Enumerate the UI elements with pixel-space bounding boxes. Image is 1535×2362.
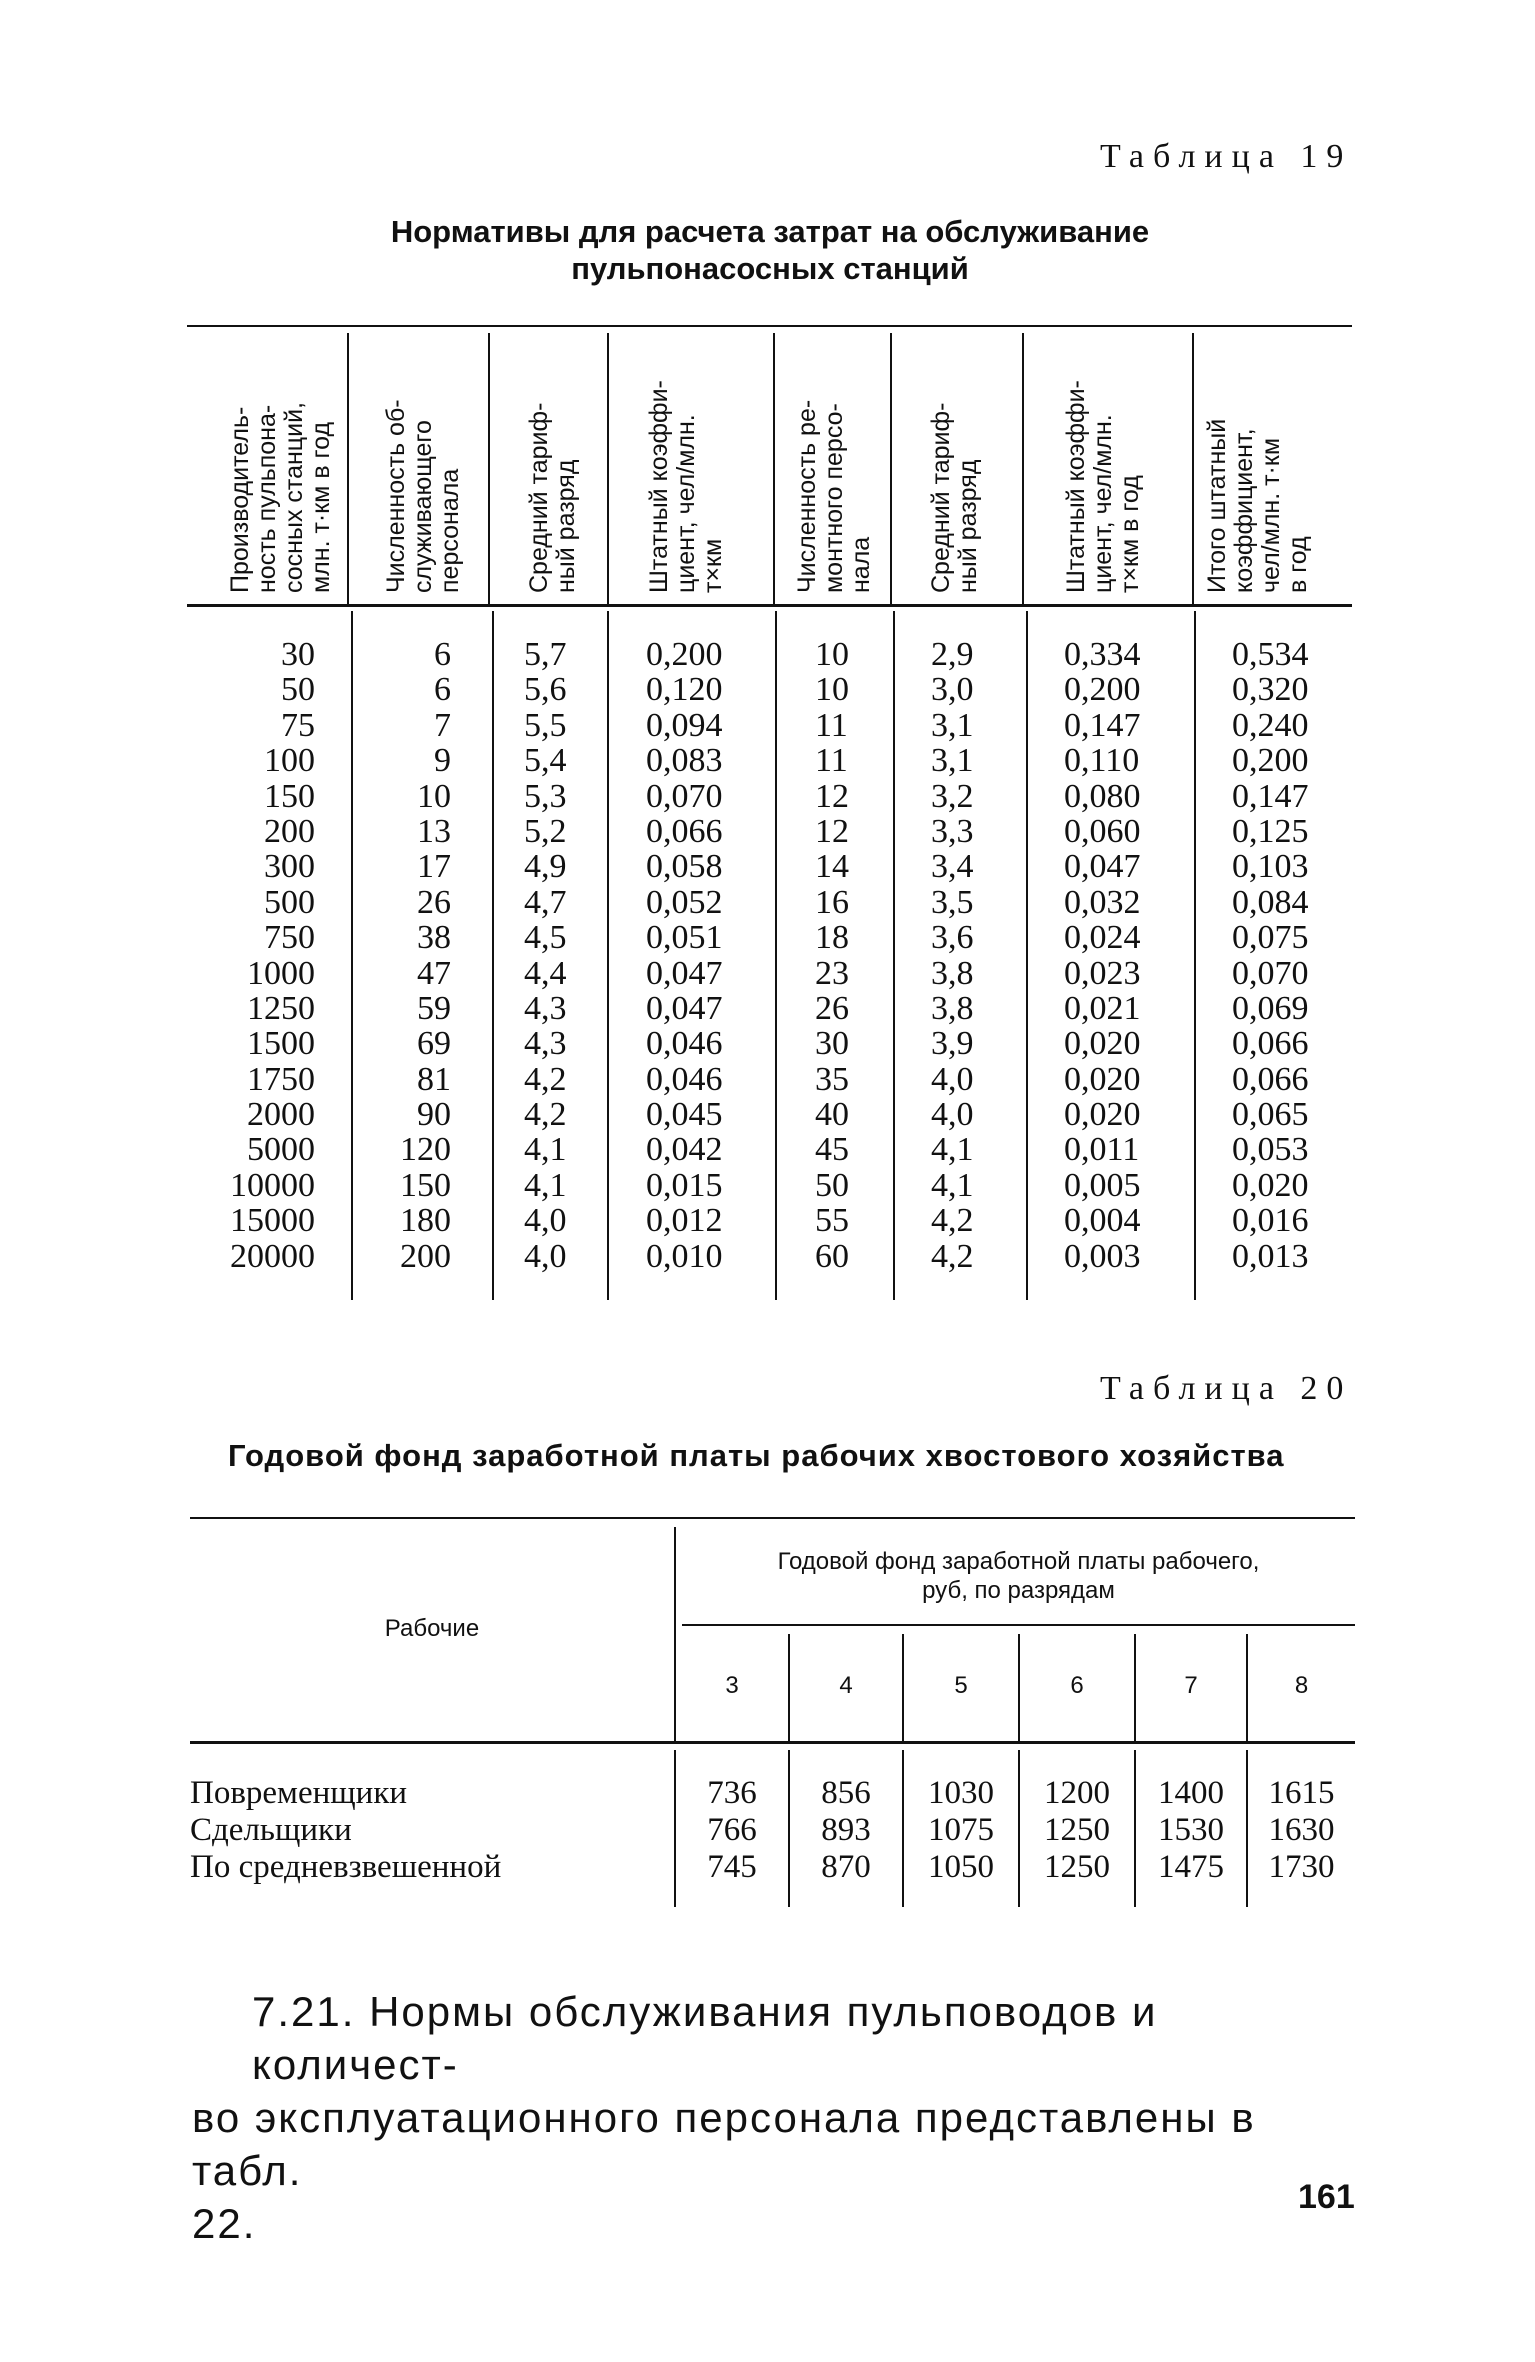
t19-cell: 60: [815, 1237, 849, 1275]
t20-col-3: 736 766 745: [707, 1775, 757, 1885]
t19-cell: 90: [417, 1096, 451, 1134]
t19-cell: 35: [815, 1060, 849, 1098]
t19-cell: 0,032: [1064, 883, 1141, 921]
t19-body-sep-4: [775, 611, 777, 1300]
t19-cell: 26: [815, 989, 849, 1027]
t19-cell: 0,047: [646, 989, 723, 1027]
t19-cell: 1250: [247, 989, 315, 1027]
t19-cell: 0,080: [1064, 777, 1141, 815]
t20-grade-7: 7: [1184, 1672, 1198, 1699]
t19-cell: 17: [417, 848, 451, 886]
t19-header-8: Итого штатный коэффициент, чел/млн. т·км в год: [1203, 418, 1312, 593]
page-number: 161: [1298, 2178, 1355, 2216]
t19-cell: 0,200: [1064, 671, 1141, 709]
t19-cell: 0,021: [1064, 989, 1141, 1027]
table19-header-rule: [187, 604, 1352, 607]
t19-cell: 750: [264, 919, 315, 957]
t20-grade-4: 4: [839, 1672, 853, 1699]
t19-cell: 4,5: [524, 919, 567, 957]
t19-cell: 0,120: [646, 671, 723, 709]
t19-cell: 0,065: [1232, 1096, 1309, 1134]
t19-cell: 0,125: [1232, 812, 1309, 850]
t19-cell: 30: [815, 1025, 849, 1063]
t19-cell: 38: [417, 919, 451, 957]
t19-cell: 0,020: [1064, 1060, 1141, 1098]
t19-body-sep-1: [351, 611, 353, 1300]
t19-cell: 6: [434, 671, 451, 709]
t19-cell: 0,011: [1064, 1131, 1140, 1169]
t19-cell: 0,320: [1232, 671, 1309, 709]
t19-col-4: [646, 637, 771, 1274]
t19-cell: 0,045: [646, 1096, 723, 1134]
t19-cell: 75: [281, 706, 315, 744]
t19-cell: 20000: [230, 1237, 315, 1275]
t19-cell: 10: [815, 671, 849, 709]
t19-cell: 0,147: [1064, 706, 1141, 744]
t19-cell: 3,1: [931, 742, 974, 780]
t19-cell: 4,0: [524, 1237, 567, 1275]
t19-cell: 4,1: [524, 1166, 567, 1204]
t19-cell: 0,020: [1232, 1166, 1309, 1204]
t19-cell: 5,2: [524, 812, 567, 850]
t19-header-6: Средний тариф- ный разряд: [927, 402, 982, 593]
t19-cell: 3,0: [931, 671, 974, 709]
t19-col-6: [931, 637, 1021, 1274]
paragraph-7-21: [192, 1985, 1362, 2250]
t19-cell: 50: [815, 1166, 849, 1204]
t19-cell: 11: [815, 706, 848, 744]
t19-cell: 59: [417, 989, 451, 1027]
table20: [190, 1517, 1355, 1917]
t19-cell: 0,075: [1232, 919, 1309, 957]
t19-cell: 55: [815, 1202, 849, 1240]
t19-cell: 3,4: [931, 848, 974, 886]
t19-cell: 0,051: [646, 919, 723, 957]
t19-col-5: [815, 637, 890, 1274]
t19-cell: 50: [281, 671, 315, 709]
t19-cell: 18: [815, 919, 849, 957]
t19-cell: 0,046: [646, 1060, 723, 1098]
t19-cell: 4,2: [931, 1237, 974, 1275]
t19-cell: 5,7: [524, 636, 567, 673]
t20-grade-5: 5: [954, 1672, 968, 1699]
t19-cell: 5000: [247, 1131, 315, 1169]
table19-label: Таблица 19: [1100, 138, 1353, 175]
t19-cell: 4,0: [931, 1060, 974, 1098]
t19-cell: 0,066: [1232, 1025, 1309, 1063]
t19-cell: 0,094: [646, 706, 723, 744]
t19-header-3: Средний тариф- ный разряд: [525, 402, 580, 593]
t19-cell: 150: [400, 1166, 451, 1204]
t19-col-1: [187, 637, 315, 1274]
t19-cell: 0,334: [1064, 636, 1141, 673]
t19-cell: 5,3: [524, 777, 567, 815]
t20-grade-8: 8: [1294, 1672, 1309, 1699]
t19-cell: 0,015: [646, 1166, 723, 1204]
t19-cell: 45: [815, 1131, 849, 1169]
t19-cell: 3,9: [931, 1025, 974, 1063]
t19-cell: 0,023: [1064, 954, 1141, 992]
t19-cell: 4,1: [931, 1131, 974, 1169]
t19-cell: 1750: [247, 1060, 315, 1098]
t19-body-sep-2: [492, 611, 494, 1300]
t19-cell: 4,0: [524, 1202, 567, 1240]
t19-cell: 300: [264, 848, 315, 886]
t19-cell: 120: [400, 1131, 451, 1169]
t20-workers-header: Рабочие: [384, 1615, 480, 1642]
t20-col-6: 1200 1250 1250: [1044, 1775, 1110, 1885]
table20-title: Годовой фонд заработной платы рабочих хвостового хозяйства: [228, 1438, 1285, 1473]
t19-cell: 13: [417, 812, 451, 850]
table19-title: [270, 213, 1270, 287]
t19-cell: 14: [815, 848, 849, 886]
t20-col-5: 1030 1075 1050: [928, 1775, 994, 1885]
t19-cell: 5,4: [524, 742, 567, 780]
t20-col-7: 1400 1530 1475: [1158, 1775, 1224, 1885]
table20-fund-rule: [682, 1624, 1355, 1626]
t19-cell: 0,147: [1232, 777, 1309, 815]
t19-cell: 16: [815, 883, 849, 921]
t19-cell: 4,7: [524, 883, 567, 921]
t19-cell: 7: [434, 706, 451, 744]
t20-worker-2: Сдельщики: [190, 1812, 352, 1848]
t19-cell: 3,8: [931, 954, 974, 992]
t19-cell: 200: [400, 1237, 451, 1275]
t19-cell: 0,070: [1232, 954, 1309, 992]
t19-cell: 5,5: [524, 706, 567, 744]
table20-label: Таблица 20: [1100, 1370, 1353, 1407]
t19-cell: 0,110: [1064, 742, 1140, 780]
t19-cell: 0,066: [646, 812, 723, 850]
t19-header-5: Численность ре- монтного персо- нала: [793, 399, 875, 593]
t19-cell: 1000: [247, 954, 315, 992]
t19-cell: 11: [815, 742, 848, 780]
t19-cell: 3,1: [931, 706, 974, 744]
t19-cell: 4,1: [931, 1166, 974, 1204]
t19-cell: 0,052: [646, 883, 723, 921]
t19-cell: 0,083: [646, 742, 723, 780]
t20-col-4: 856 893 870: [821, 1775, 871, 1885]
t19-cell: 0,053: [1232, 1131, 1309, 1169]
t20-worker-1: Повременщики: [190, 1775, 408, 1811]
t19-cell: 0,200: [646, 636, 723, 673]
paragraph-line2: во эксплуатационного персонала представлены в табл.: [192, 2094, 1256, 2194]
table19-top-rule: [187, 325, 1352, 327]
t19-header-4: Штатный коэффи- циент, чел/млн. т×км: [645, 380, 727, 593]
t20-hdr-sep-workers: [674, 1527, 676, 1741]
t19-cell: 23: [815, 954, 849, 992]
paragraph-line1: 7.21. Нормы обслуживания пульповодов и количест-: [252, 1988, 1158, 2088]
t19-cell: 9: [434, 742, 451, 780]
t19-cell: 2,9: [931, 636, 974, 673]
t19-col-7: [1064, 637, 1189, 1274]
t19-cell: 100: [264, 742, 315, 780]
t19-cell: 0,020: [1064, 1096, 1141, 1134]
t19-cell: 3,5: [931, 883, 974, 921]
t19-cell: 0,240: [1232, 706, 1309, 744]
t19-header-1: Производитель- ность пульпона- сосных станций, млн. т·км в год: [226, 402, 335, 593]
paragraph-line3: 22.: [192, 2200, 257, 2247]
t19-col-3: [524, 637, 604, 1274]
t19-cell: 0,069: [1232, 989, 1309, 1027]
t19-cell: 0,200: [1232, 742, 1309, 780]
t19-cell: 3,6: [931, 919, 974, 957]
t19-cell: 4,3: [524, 1025, 567, 1063]
t19-cell: 0,066: [1232, 1060, 1309, 1098]
t19-cell: 4,9: [524, 848, 567, 886]
t19-cell: 0,020: [1064, 1025, 1141, 1063]
t20-workers-col: [190, 1775, 670, 1886]
t19-cell: 40: [815, 1096, 849, 1134]
t19-cell: 6: [434, 636, 451, 673]
t19-cell: 0,103: [1232, 848, 1309, 886]
table19: [187, 325, 1352, 1300]
t19-cell: 0,016: [1232, 1202, 1309, 1240]
t19-cell: 4,0: [931, 1096, 974, 1134]
t19-cell: 150: [264, 777, 315, 815]
table19-title-line1: Нормативы для расчета затрат на обслуживание: [390, 214, 1150, 249]
t19-cell: 12: [815, 812, 849, 850]
t19-cell: 4,2: [931, 1202, 974, 1240]
t19-cell: 10000: [230, 1166, 315, 1204]
t19-body-sep-7: [1194, 611, 1196, 1300]
t19-cell: 10: [815, 636, 849, 673]
t19-cell: 30: [281, 636, 315, 673]
t19-col-8: [1232, 637, 1350, 1274]
t19-cell: 4,2: [524, 1060, 567, 1098]
t20-grade-3: 3: [725, 1672, 739, 1699]
t19-cell: 4,2: [524, 1096, 567, 1134]
t19-body-sep-3: [607, 611, 609, 1300]
t19-cell: 0,024: [1064, 919, 1141, 957]
t19-cell: 4,3: [524, 989, 567, 1027]
t19-cell: 0,042: [646, 1131, 723, 1169]
t19-cell: 180: [400, 1202, 451, 1240]
t19-cell: 1500: [247, 1025, 315, 1063]
t19-cell: 15000: [230, 1202, 315, 1240]
t19-cell: 0,010: [646, 1237, 723, 1275]
t19-cell: 0,047: [646, 954, 723, 992]
t19-cell: 0,004: [1064, 1202, 1141, 1240]
t20-col-8: 1615 1630 1730: [1268, 1775, 1335, 1885]
t19-cell: 0,058: [646, 848, 723, 886]
table20-header-rule: [190, 1741, 1355, 1744]
t19-cell: 3,8: [931, 989, 974, 1027]
table19-title-line2: пульпонасосных станций: [571, 251, 969, 286]
t19-cell: 0,084: [1232, 883, 1309, 921]
t19-cell: 69: [417, 1025, 451, 1063]
t19-cell: 2000: [247, 1096, 315, 1134]
t19-cell: 4,1: [524, 1131, 567, 1169]
t19-body-sep-5: [893, 611, 895, 1300]
t20-worker-3: По средневзвешенной: [190, 1849, 502, 1885]
t19-cell: 3,2: [931, 777, 974, 815]
t19-cell: 200: [264, 812, 315, 850]
t19-cell: 81: [417, 1060, 451, 1098]
t19-cell: 0,005: [1064, 1166, 1141, 1204]
t19-cell: 0,003: [1064, 1237, 1141, 1275]
t19-cell: 0,046: [646, 1025, 723, 1063]
t19-header-2: Численность об- служивающего персонала: [382, 399, 464, 593]
t19-col-2: [357, 637, 451, 1274]
t19-cell: 0,060: [1064, 812, 1141, 850]
t19-cell: 500: [264, 883, 315, 921]
t19-cell: 0,012: [646, 1202, 723, 1240]
t19-cell: 12: [815, 777, 849, 815]
t19-cell: 0,013: [1232, 1237, 1309, 1275]
t20-grade-6: 6: [1070, 1672, 1084, 1699]
t19-cell: 0,070: [646, 777, 723, 815]
t19-cell: 0,047: [1064, 848, 1141, 886]
t19-cell: 0,534: [1232, 636, 1309, 673]
t19-cell: 4,4: [524, 954, 567, 992]
t19-cell: 47: [417, 954, 451, 992]
t19-cell: 5,6: [524, 671, 567, 709]
t19-cell: 3,3: [931, 812, 974, 850]
t19-header-7: Штатный коэффи- циент, чел/млн. т×км в год: [1062, 380, 1144, 593]
table20-top-rule: [190, 1517, 1355, 1519]
t19-cell: 26: [417, 883, 451, 921]
t20-fund-header: Годовой фонд заработной платы рабочего, руб, по разрядам: [777, 1548, 1260, 1604]
t19-cell: 10: [417, 777, 451, 815]
t19-body-sep-6: [1026, 611, 1028, 1300]
